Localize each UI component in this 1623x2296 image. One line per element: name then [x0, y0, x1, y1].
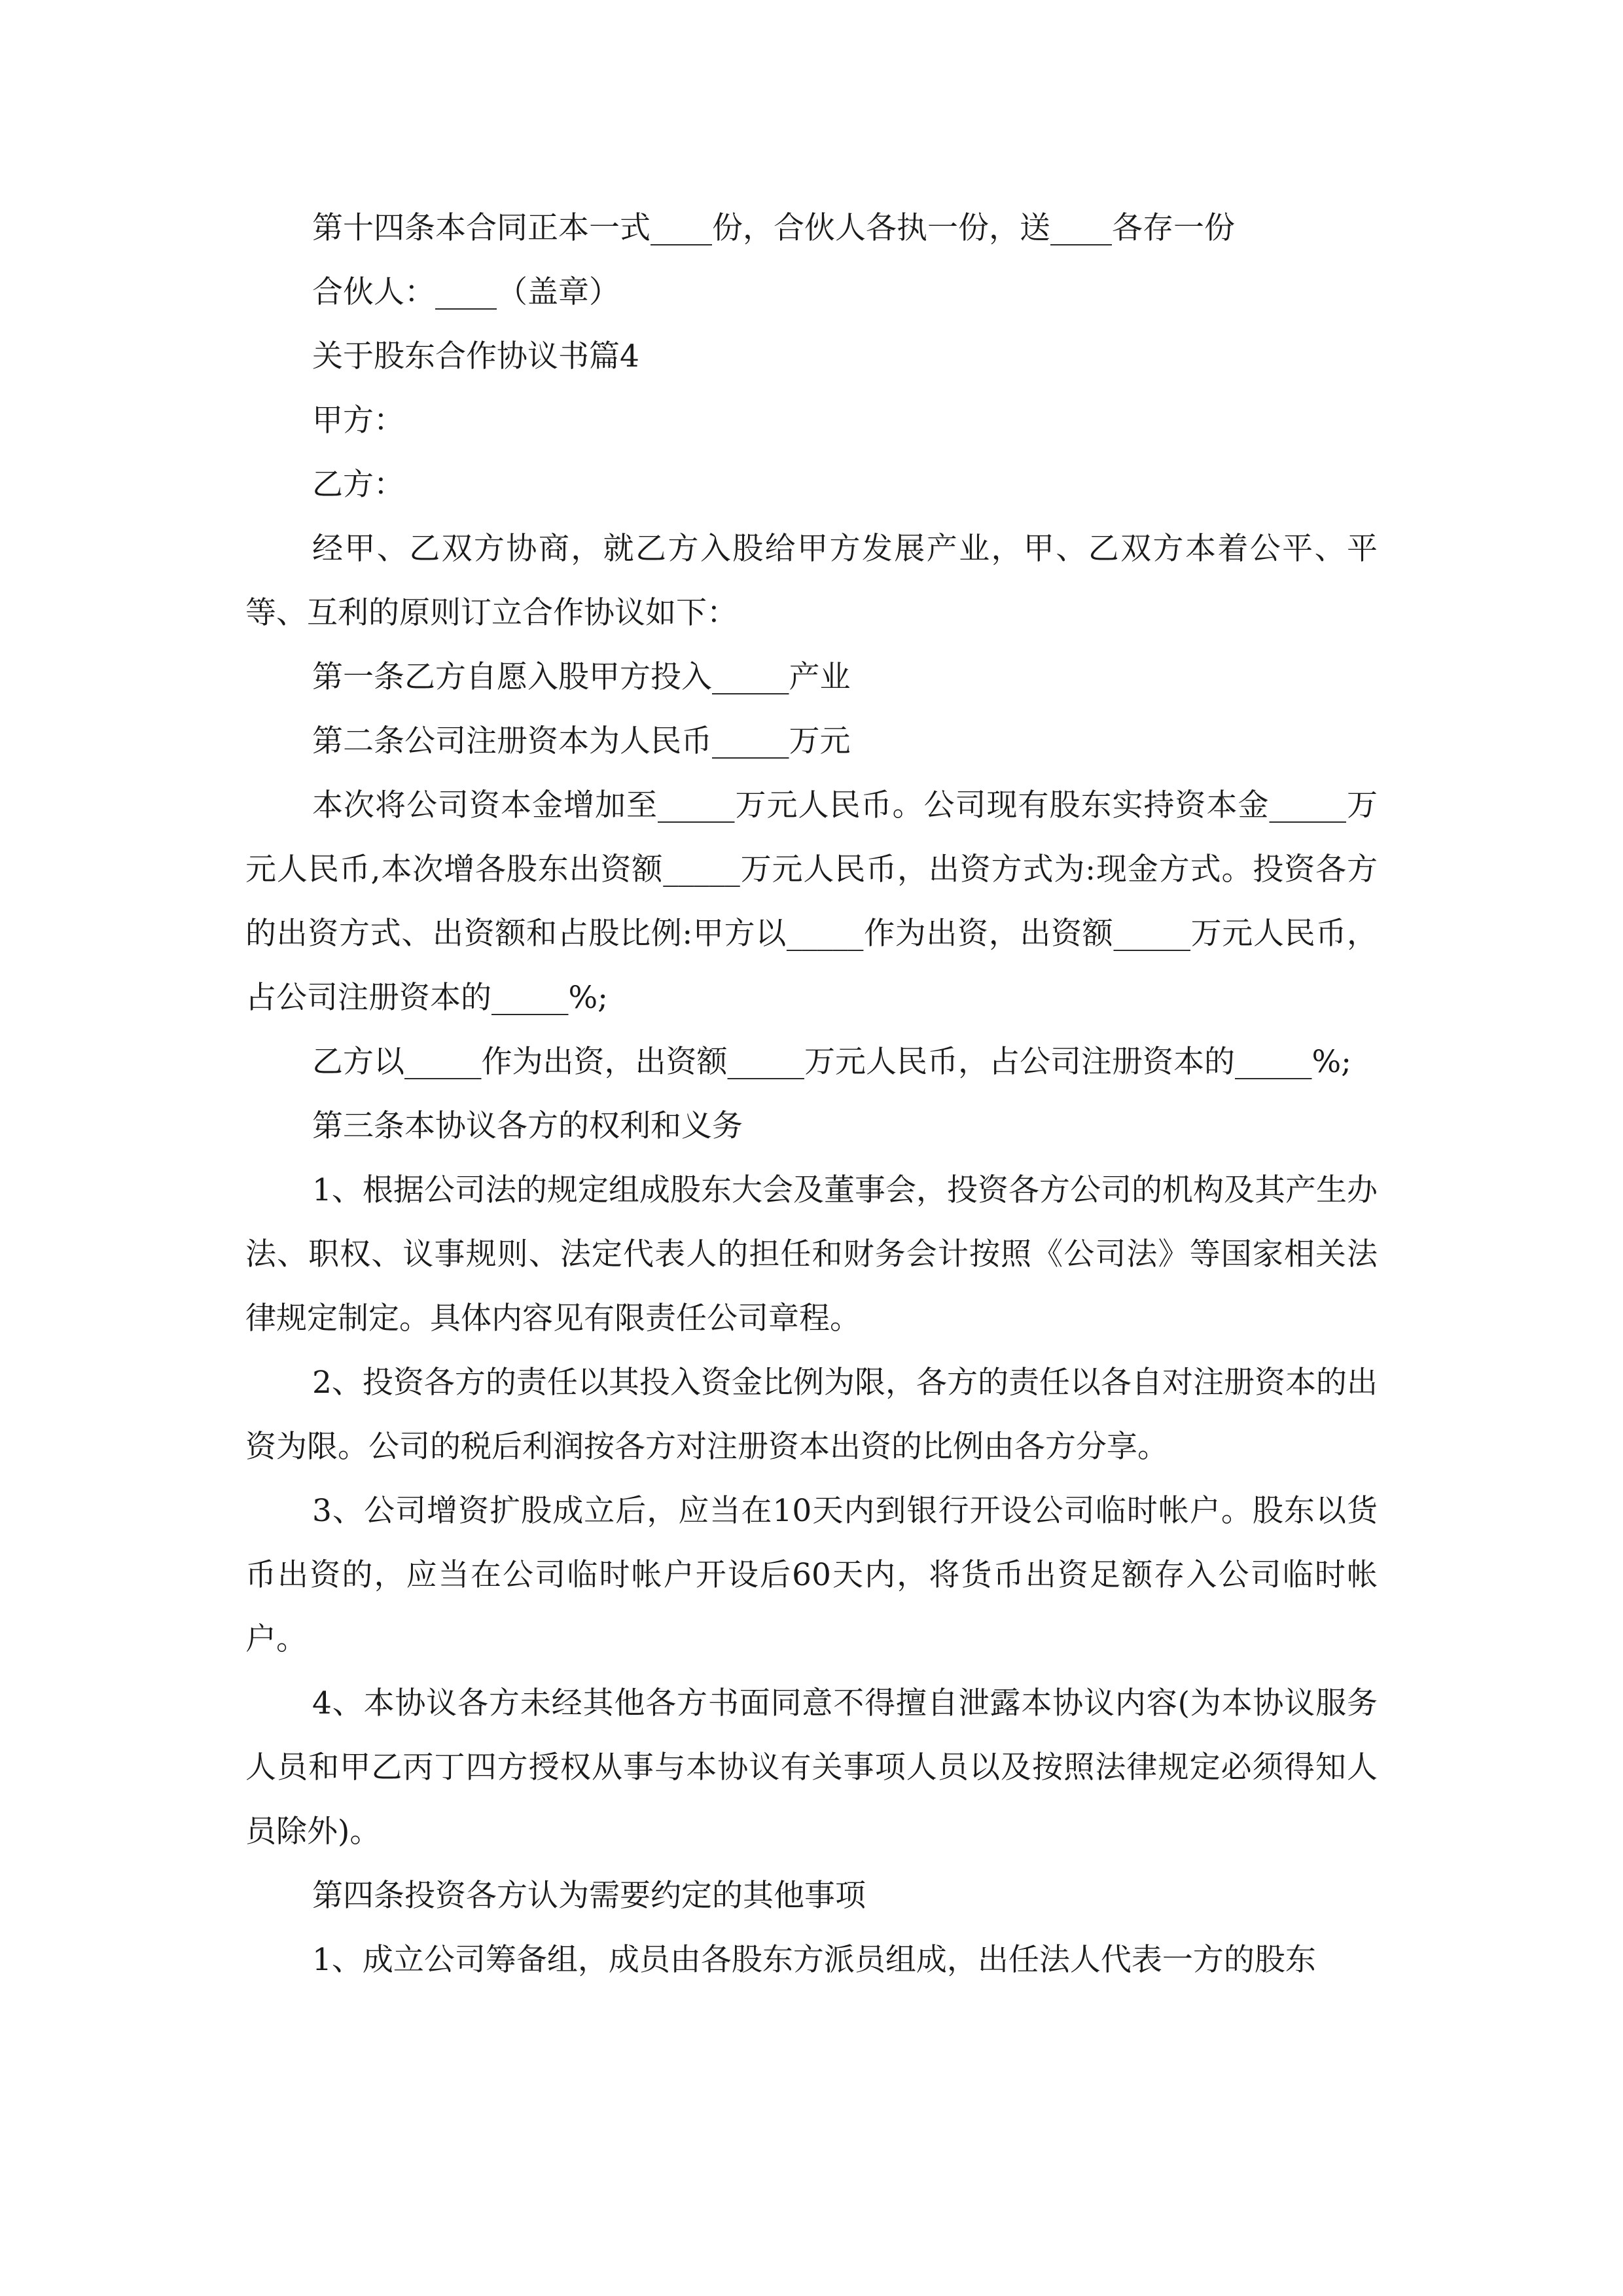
clause-14-copies: 第十四条本合同正本一式____份，合伙人各执一份，送____各存一份	[312, 210, 1235, 246]
partner-seal-line: 合伙人：____（盖章）	[312, 274, 620, 310]
article-4-item-1: 1、成立公司筹备组，成员由各股东方派员组成，出任法人代表一方的股东	[312, 1942, 1316, 1978]
party-b-line: 乙方：	[312, 467, 404, 503]
article-4: 第四条投资各方认为需要约定的其他事项	[312, 1878, 866, 1914]
article-3-item-4: 4、本协议各方未经其他各方书面同意不得擅自泄露本协议内容(为本协议服务人员和甲乙丙丁四方授权从事与本协议有关事项人员以及按照法律规定必须得知人员除外)。	[245, 1685, 1378, 1850]
section-heading: 关于股东合作协议书篇4	[312, 338, 639, 374]
article-3-item-2: 2、投资各方的责任以其投入资金比例为限，各方的责任以各自对注册资本的出资为限。公司的税后利润按各方对注册资本出资的比例由各方分享。	[245, 1365, 1378, 1465]
article-1: 第一条乙方自愿入股甲方投入_____产业	[312, 659, 851, 695]
article-3: 第三条本协议各方的权利和义务	[312, 1108, 743, 1144]
article-3-item-1: 1、根据公司法的规定组成股东大会及董事会，投资各方公司的机构及其产生办法、职权、议事规则、法定代表人的担任和财务会计按照《公司法》等国家相关法律规定制定。具体内容见有限责任公司章程。	[245, 1172, 1378, 1336]
preamble-paragraph: 经甲、乙双方协商，就乙方入股给甲方发展产业，甲、乙双方本着公平、平等、互利的原则订立合作协议如下：	[245, 531, 1378, 631]
capital-increase-paragraph: 本次将公司资本金增加至_____万元人民币。公司现有股东实持资本金_____万元人民币,本次增各股东出资额_____万元人民币，出资方式为:现金方式。投资各方的出资方式、出资额和占股比例:甲方以_____作为出资，出资额_____万元人民币，占公司注册资本的_____%;	[245, 787, 1378, 1016]
document-body	[245, 196, 1378, 1992]
party-b-contribution-paragraph: 乙方以_____作为出资，出资额_____万元人民币，占公司注册资本的_____%;	[312, 1044, 1351, 1080]
article-2: 第二条公司注册资本为人民币_____万元	[312, 723, 851, 759]
party-a-line: 甲方：	[312, 403, 404, 439]
article-3-item-3: 3、公司增资扩股成立后，应当在10天内到银行开设公司临时帐户。股东以货币出资的，应当在公司临时帐户开设后60天内，将货币出资足额存入公司临时帐户。	[245, 1493, 1378, 1657]
